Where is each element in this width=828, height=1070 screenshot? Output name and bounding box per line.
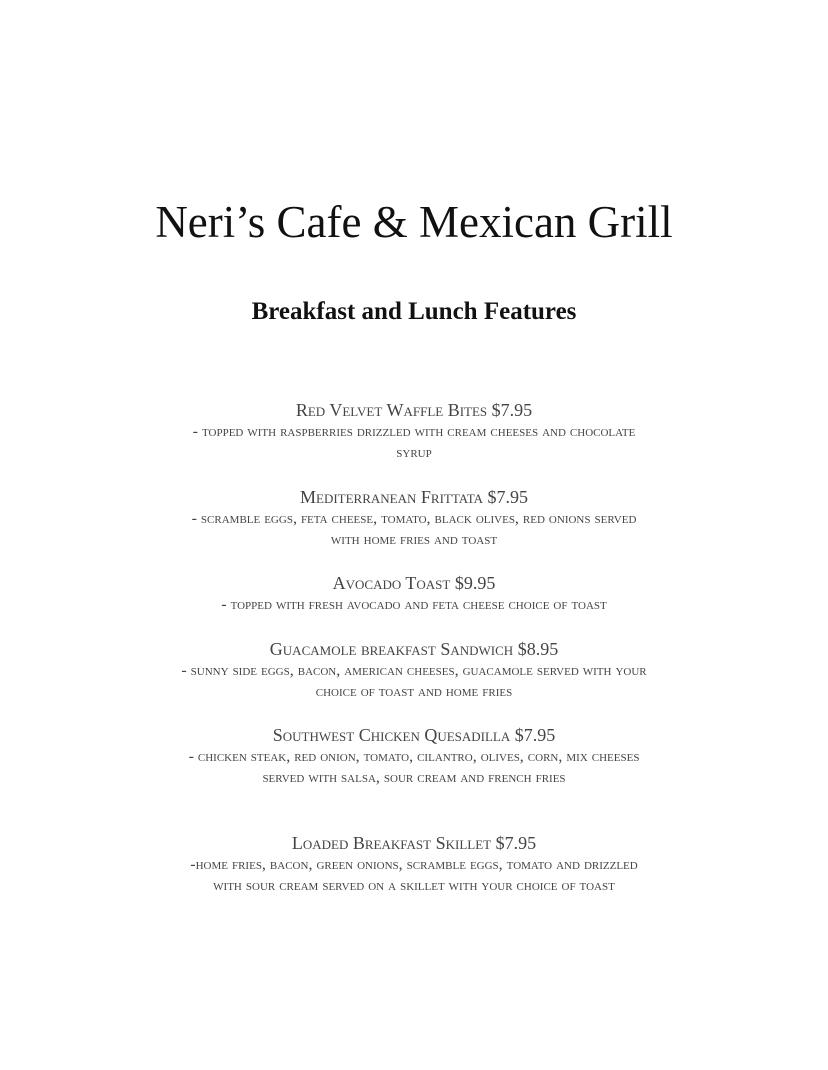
- menu-item-description-line: choice of toast and home fries: [315, 683, 513, 700]
- menu-item-name: Red Velvet Waffle Bites: [295, 400, 488, 420]
- menu-item-southwest-chicken-quesadilla: [90, 724, 738, 788]
- menu-item-description-line: - topped with fresh avocado and feta cheese choice of toast: [221, 596, 607, 613]
- menu-item-title: [90, 572, 738, 594]
- menu-item-guacamole-breakfast-sandwich: [90, 638, 738, 702]
- menu-item-price: $7.95: [495, 833, 537, 853]
- menu-item-description-line: - chicken steak, red onion, tomato, cilantro, olives, corn, mix cheeses: [188, 748, 640, 765]
- menu-item-price: $9.95: [454, 573, 496, 593]
- menu-item-title: [90, 399, 738, 421]
- menu-item-title: [90, 832, 738, 854]
- menu-item-description-line: -home fries, bacon, green onions, scramble eggs, tomato and drizzled: [190, 856, 638, 873]
- menu-item-price: $7.95: [491, 400, 533, 420]
- menu-item-name: Guacamole breakfast Sandwich: [269, 639, 514, 659]
- menu-item-red-velvet-waffle-bites: [90, 399, 738, 463]
- menu-item-description-line: with home fries and toast: [330, 531, 498, 548]
- menu-item-name: Mediterranean Frittata: [300, 487, 483, 507]
- menu-item-description-line: - scramble eggs, feta cheese, tomato, black olives, red onions served: [191, 510, 637, 527]
- menu-item-name: Loaded Breakfast Skillet: [291, 833, 492, 853]
- menu-item-price: $8.95: [517, 639, 559, 659]
- menu-item-avocado-toast: [90, 572, 738, 615]
- menu-item-name: Avocado Toast: [332, 573, 451, 593]
- menu-item-loaded-breakfast-skillet: [90, 832, 738, 896]
- menu-item-description-line: served with salsa, sour cream and french fries: [262, 769, 566, 786]
- menu-item-price: $7.95: [514, 725, 556, 745]
- menu-item-mediterranean-frittata: [90, 486, 738, 550]
- restaurant-name: Neri’s Cafe & Mexican Grill: [155, 197, 673, 247]
- menu-item-description-line: - topped with raspberries drizzled with cream cheeses and chocolate: [192, 423, 636, 440]
- menu-heading: Breakfast and Lunch Features: [251, 298, 577, 325]
- menu-item-title: [90, 724, 738, 746]
- menu-item-price: $7.95: [487, 487, 528, 507]
- menu-item-description-line: syrup: [396, 444, 432, 461]
- menu-item-title: [90, 638, 738, 660]
- menu-item-description-line: - sunny side eggs, bacon, american cheeses, guacamole served with your: [181, 662, 647, 679]
- menu-item-title: [90, 486, 738, 508]
- menu-item-name: Southwest Chicken Quesadilla: [272, 725, 511, 745]
- menu-item-description-line: with sour cream served on a skillet with your choice of toast: [213, 877, 615, 894]
